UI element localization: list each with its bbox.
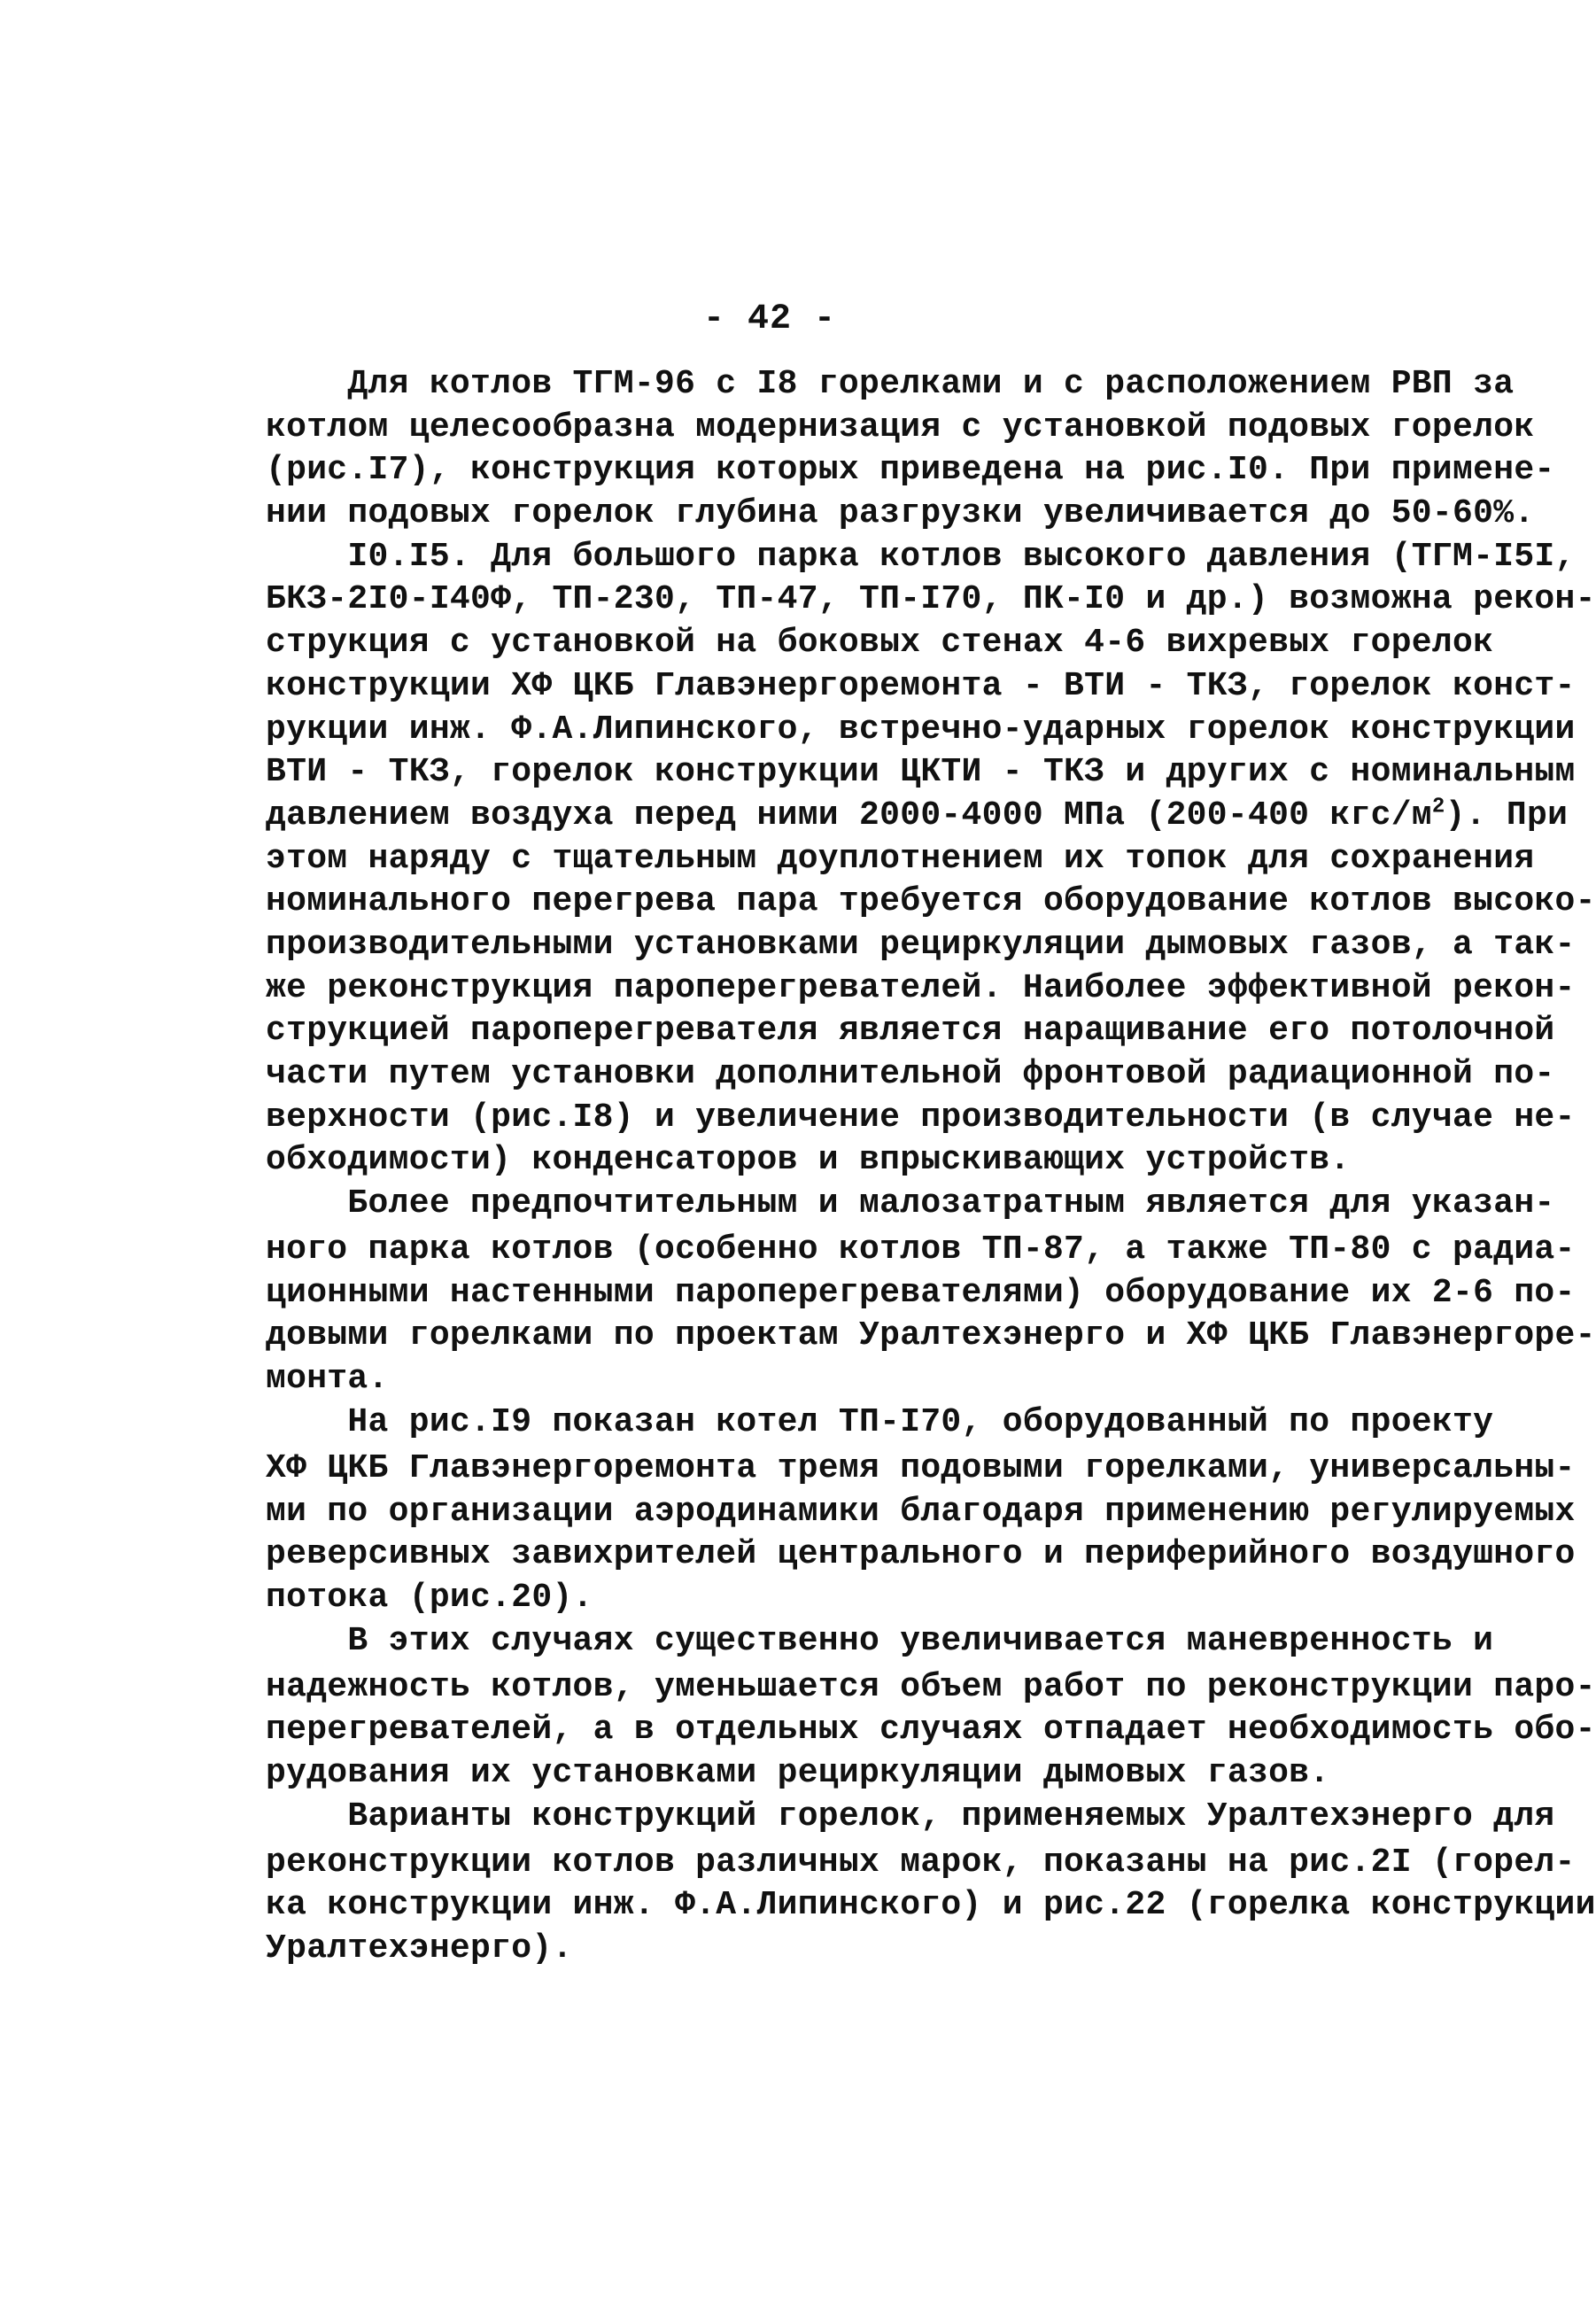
text-line: потока (рис.20). — [266, 1578, 593, 1617]
text-line: ного парка котлов (особенно котлов ТП-87, а также ТП-80 с радиа- — [266, 1230, 1576, 1269]
text-line: реверсивных завихрителей центрального и периферийного воздушного — [266, 1535, 1576, 1574]
text-line: Варианты конструкций горелок, применяемых Уралтехэнерго для — [266, 1797, 1555, 1835]
superscript: 2 — [1431, 795, 1445, 819]
text-line: ка конструкции инж. Ф.А.Липинского) и рис.22 (горелка конструкции — [266, 1886, 1596, 1925]
text-line: обходимости) конденсаторов и впрыскивающих устройств. — [266, 1141, 1351, 1180]
text-line: реконструкции котлов различных марок, показаны на рис.2I (горел- — [266, 1843, 1576, 1882]
text-line: котлом целесообразна модернизация с установкой подовых горелок — [266, 407, 1535, 446]
text-line: рукции инж. Ф.А.Липинского, встречно-ударных горелок конструкции — [266, 710, 1576, 749]
text-line: Для котлов ТГМ-96 с I8 горелками и с расположением РВП за — [266, 365, 1515, 403]
text-line: же реконструкция пароперегревателей. Наиболее эффективной рекон- — [266, 968, 1576, 1007]
text-line: В этих случаях существенно увеличивается маневренность и — [266, 1621, 1494, 1660]
text-line: ционными настенными пароперегревателями) оборудование их 2-6 по- — [266, 1273, 1576, 1312]
text-line-with-superscript — [266, 795, 1569, 838]
text-line: ХФ ЦКБ Главэнергоремонта тремя подовыми горелками, универсальны- — [266, 1448, 1576, 1487]
text-line: этом наряду с тщательным доуплотнением их топок для сохранения — [266, 839, 1535, 878]
text-fragment: давлением воздуха перед ними 2000-4000 МПа (200-400 кгс/м — [266, 795, 1432, 834]
text-line: производительными установками рециркуляции дымовых газов, а так- — [266, 925, 1576, 964]
text-fragment: ). При — [1445, 795, 1569, 834]
text-line: нии подовых горелок глубина разгрузки увеличивается до 50-60%. — [266, 494, 1535, 533]
text-line: конструкции ХФ ЦКБ Главэнергоремонта - ВТИ - ТКЗ, горелок конст- — [266, 666, 1576, 705]
text-line: монта. — [266, 1360, 389, 1399]
text-line: На рис.I9 показан котел ТП-I70, оборудованный по проекту — [266, 1402, 1494, 1441]
text-line: номинального перегрева пара требуется оборудование котлов высоко- — [266, 882, 1596, 921]
text-line: рудования их установками рециркуляции дымовых газов. — [266, 1753, 1330, 1792]
page-number: - 42 - — [702, 299, 837, 339]
text-line: довыми горелками по проектам Уралтехэнерго и ХФ ЦКБ Главэнергоре- — [266, 1316, 1596, 1355]
text-line: струкцией пароперегревателя является наращивание его потолочной — [266, 1012, 1555, 1051]
text-line: части путем установки дополнительной фронтовой радиационной по- — [266, 1055, 1555, 1093]
text-line: БКЗ-2I0-I40Ф, ТП-230, ТП-47, ТП-I70, ПК-I0 и др.) возможна рекон- — [266, 580, 1596, 619]
text-line: ВТИ - ТКЗ, горелок конструкции ЦКТИ - ТКЗ и других с номинальным — [266, 753, 1576, 792]
body-text — [266, 363, 1596, 1971]
text-line: (рис.I7), конструкция которых приведена на рис.I0. При примене- — [266, 451, 1555, 490]
text-line: верхности (рис.I8) и увеличение производительности (в случае не- — [266, 1098, 1576, 1137]
text-line: струкция с установкой на боковых стенах 4-6 вихревых горелок — [266, 624, 1494, 663]
text-line: Более предпочтительным и малозатратным является для указан- — [266, 1184, 1555, 1223]
text-line: надежность котлов, уменьшается объем работ по реконструкции паро- — [266, 1667, 1596, 1706]
text-line: перегревателей, а в отдельных случаях отпадает необходимость обо- — [266, 1711, 1596, 1750]
text-line: ми по организации аэродинамики благодаря применению регулируемых — [266, 1492, 1576, 1531]
section-heading-line: I0.I5. Для большого парка котлов высокого давления (ТГМ-I5I, — [266, 537, 1576, 576]
text-line: Уралтехэнерго). — [266, 1929, 573, 1967]
